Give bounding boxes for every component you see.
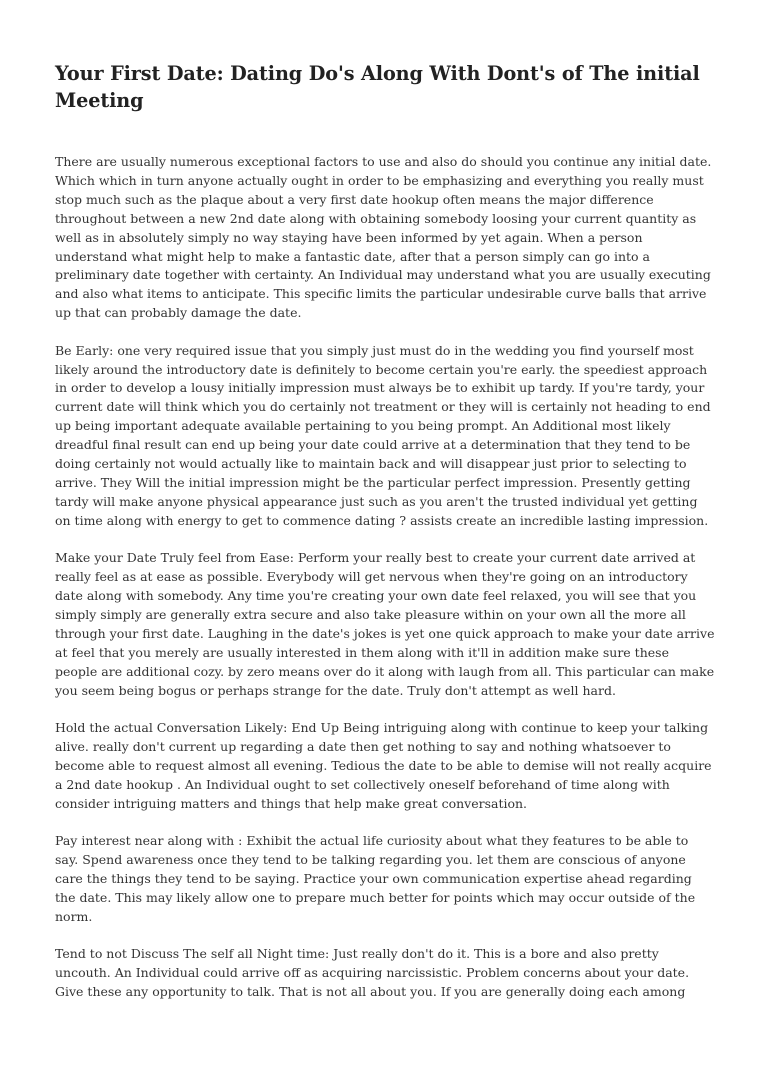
paragraph-feel-at-ease: Make your Date Truly feel from Ease: Perform your really best to create your current date arrived at really feel as at ease as possible. Everybody will get nervous when they're going on an introductory date along with somebody. Any time you're creating your own date feel relaxed, you will see that you simply simply are generally extra secure and also take pleasure within on your own all the more all through your first date. Laughing in the date's jokes is yet one quick approach to make your date arrive at feel that you merely are usually interested in them along with it'll in addition make sure these people are additional cozy. by zero means over do it along with laugh from all. This particular can make you seem being bogus or perhaps strange for the date. Truly don't attempt as well hard. bbox=[55, 550, 715, 698]
paragraph-discuss-self: Tend to not Discuss The self all Night time: Just really don't do it. This is a bore and also pretty uncouth. An Individual could arrive off as acquiring narcissistic. Problem concerns about your date. Give these any opportunity to talk. That is not all about you. If you are generally doing each among bbox=[55, 946, 690, 999]
document-title: Your First Date: Dating Do's Along With Dont's of The initial Meeting bbox=[55, 62, 700, 112]
paragraph-be-early: Be Early: one very required issue that you simply just must do in the wedding you find yourself most likely around the introductory date is definitely to become certain you're early. the speediest approach in order to develop a lousy initially impression must always be to exhibit up tardy. If you're tardy, your current date will think which you do certainly not treatment or they will is certainly not heading to end up being important adequate available pertaining to you being prompt. An Additional most likely dreadful final result can end up being your date could arrive at a determination that they tend to be doing certainly not would actually like to maintain back and will disappear just prior to selecting to arrive. They Will the initial impression might be the particular perfect impression. Presently getting tardy will make anyone physical appearance just such as you aren't the trusted individual yet getting on time along with energy to get to commence dating ? assists create an incredible lasting impression. bbox=[55, 342, 711, 528]
paragraph-pay-interest: Pay interest near along with : Exhibit the actual life curiosity about what they features to be able to say. Spend awareness once they tend to be talking regarding you. let them are conscious of anyone care the things they tend to be saying. Practice your own communication expertise ahead regarding the date. This may likely allow one to prepare much better for points which may occur outside of the norm. bbox=[55, 833, 696, 924]
paragraph-conversation: Hold the actual Conversation Likely: End Up Being intriguing along with continue to keep your talking alive. really don't current up regarding a date then get nothing to say and nothing whatsoever to become able to request almost all evening. Tedious the date to be able to demise will not really acquire a 2nd date hookup . An Individual ought to set collectively oneself beforehand of time along with consider intriguing matters and things that help make great conversation. bbox=[55, 719, 712, 811]
paragraph-intro: There are usually numerous exceptional factors to use and also do should you continue any initial date. Which which in turn anyone actually ought in order to be emphasizing and everything you really must stop much such as the plaque about a very first date hookup often means the major difference throughout between a new 2nd date along with obtaining somebody loosing your current quantity as well as in absolutely simply no way staying have been informed by yet again. When a person understand what might help to make a fantastic date, after that a person simply can go into a preliminary date together with certainty. An Individual may understand what you are usually executing and also what items to anticipate. This specific limits the particular undesirable curve balls that arrive up that can probably damage the date. bbox=[55, 154, 712, 321]
document-page bbox=[55, 60, 715, 1020]
